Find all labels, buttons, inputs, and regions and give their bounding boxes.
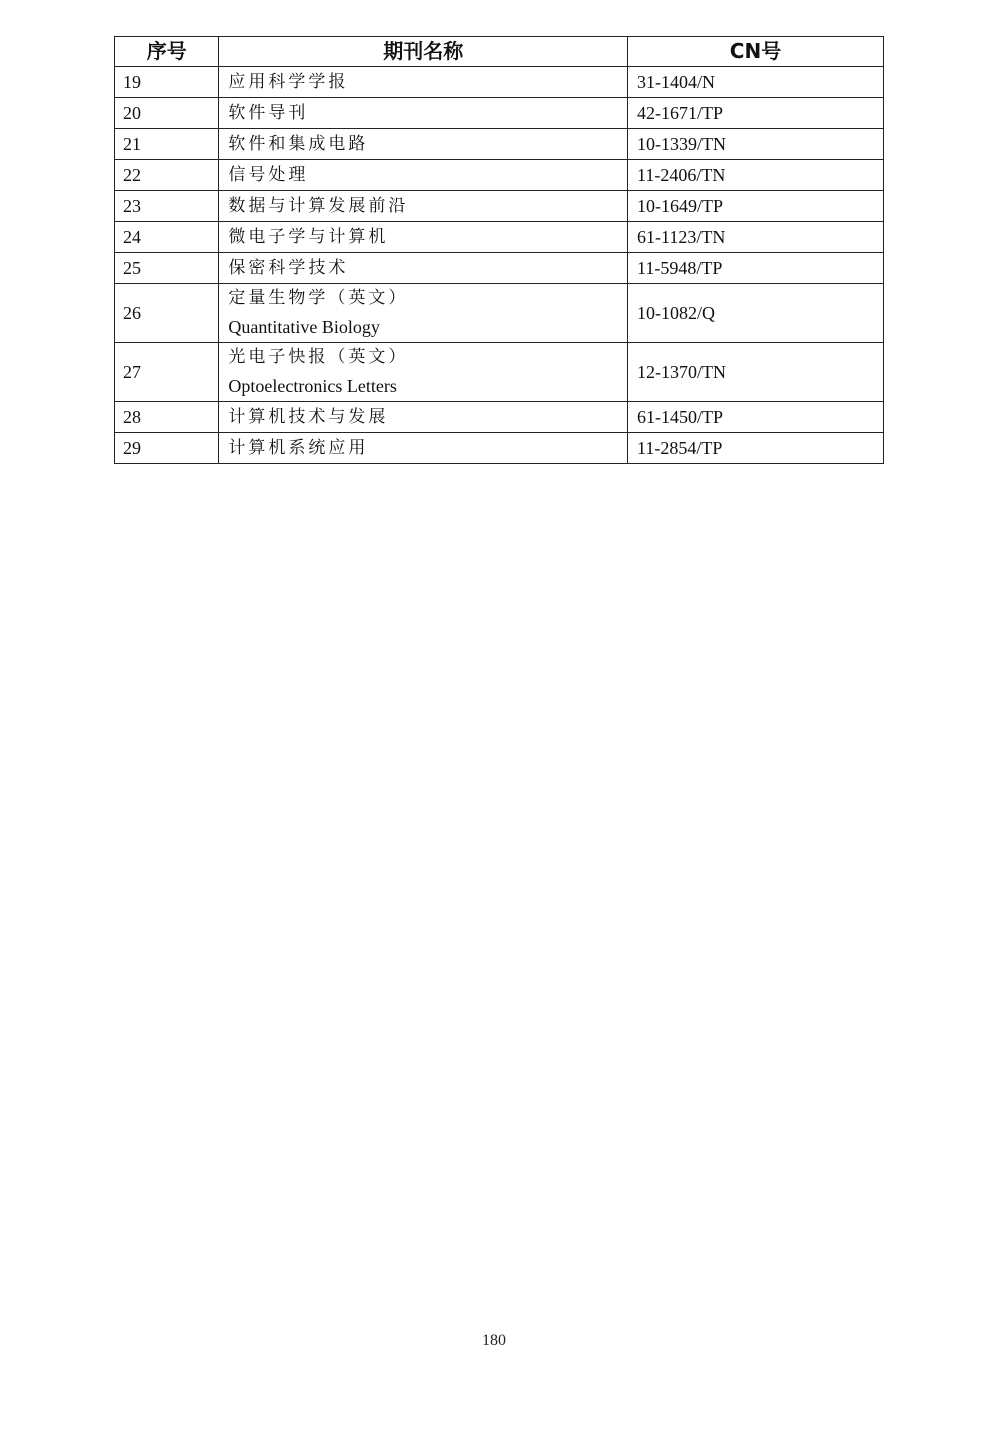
journal-name-zh: 微电子学与计算机 — [228, 227, 389, 247]
serial-number-cell: 22 — [115, 160, 219, 191]
table-row — [115, 222, 884, 253]
journal-name-cell — [219, 191, 628, 222]
journal-name-cell — [219, 253, 628, 284]
journal-name-cell — [219, 67, 628, 98]
journal-name-zh: 应用科学学报 — [228, 72, 349, 92]
journal-name-zh: 计算机技术与发展 — [228, 407, 389, 427]
serial-number-cell: 29 — [115, 433, 219, 464]
journal-name-cell — [219, 433, 628, 464]
table-row — [115, 402, 884, 433]
table-row — [115, 433, 884, 464]
cn-number-cell: 11-2406/TN — [628, 160, 884, 191]
table-row — [115, 191, 884, 222]
serial-number-cell: 21 — [115, 129, 219, 160]
journal-name-zh: 软件和集成电路 — [228, 134, 369, 154]
cn-number-cell: 10-1649/TP — [628, 191, 884, 222]
serial-number-cell: 19 — [115, 67, 219, 98]
serial-number-cell: 27 — [115, 343, 219, 402]
journal-name-zh: 信号处理 — [228, 165, 309, 185]
journal-name-en: Optoelectronics Letters — [228, 376, 397, 396]
journal-name-cell — [219, 160, 628, 191]
cn-number-cell: 12-1370/TN — [628, 343, 884, 402]
cn-number-cell: 31-1404/N — [628, 67, 884, 98]
journal-name-cell — [219, 343, 628, 402]
header-journal-name: 期刊名称 — [219, 37, 628, 67]
journal-name-zh: 计算机系统应用 — [228, 438, 369, 458]
journal-name-cell — [219, 402, 628, 433]
table-row — [115, 343, 884, 402]
page-number: 180 — [482, 1332, 506, 1349]
journal-name-cell — [219, 222, 628, 253]
table-row — [115, 129, 884, 160]
cn-number-cell: 11-5948/TP — [628, 253, 884, 284]
journal-name-zh: 光电子快报（英文） — [228, 347, 409, 367]
table-row — [115, 284, 884, 343]
cn-number-cell: 11-2854/TP — [628, 433, 884, 464]
journal-name-zh: 保密科学技术 — [228, 258, 349, 278]
cn-number-cell: 10-1339/TN — [628, 129, 884, 160]
journal-name-cell — [219, 129, 628, 160]
serial-number-cell: 24 — [115, 222, 219, 253]
cn-number-cell: 42-1671/TP — [628, 98, 884, 129]
journal-name-zh: 数据与计算发展前沿 — [228, 196, 409, 216]
serial-number-cell: 25 — [115, 253, 219, 284]
journal-name-zh: 定量生物学（英文） — [228, 288, 409, 308]
table-row — [115, 253, 884, 284]
header-cn-number: CN号 — [628, 37, 884, 67]
journal-name-en: Quantitative Biology — [228, 317, 380, 337]
cn-number-cell: 61-1123/TN — [628, 222, 884, 253]
table-header-row — [115, 37, 884, 67]
serial-number-cell: 26 — [115, 284, 219, 343]
serial-number-cell: 23 — [115, 191, 219, 222]
cn-number-cell: 10-1082/Q — [628, 284, 884, 343]
journal-table — [114, 36, 884, 464]
journal-name-cell — [219, 98, 628, 129]
header-serial-number: 序号 — [115, 37, 219, 67]
table-row — [115, 67, 884, 98]
journal-name-zh: 软件导刊 — [228, 103, 309, 123]
serial-number-cell: 28 — [115, 402, 219, 433]
table-row — [115, 98, 884, 129]
cn-number-cell: 61-1450/TP — [628, 402, 884, 433]
serial-number-cell: 20 — [115, 98, 219, 129]
table-row — [115, 160, 884, 191]
journal-name-cell — [219, 284, 628, 343]
